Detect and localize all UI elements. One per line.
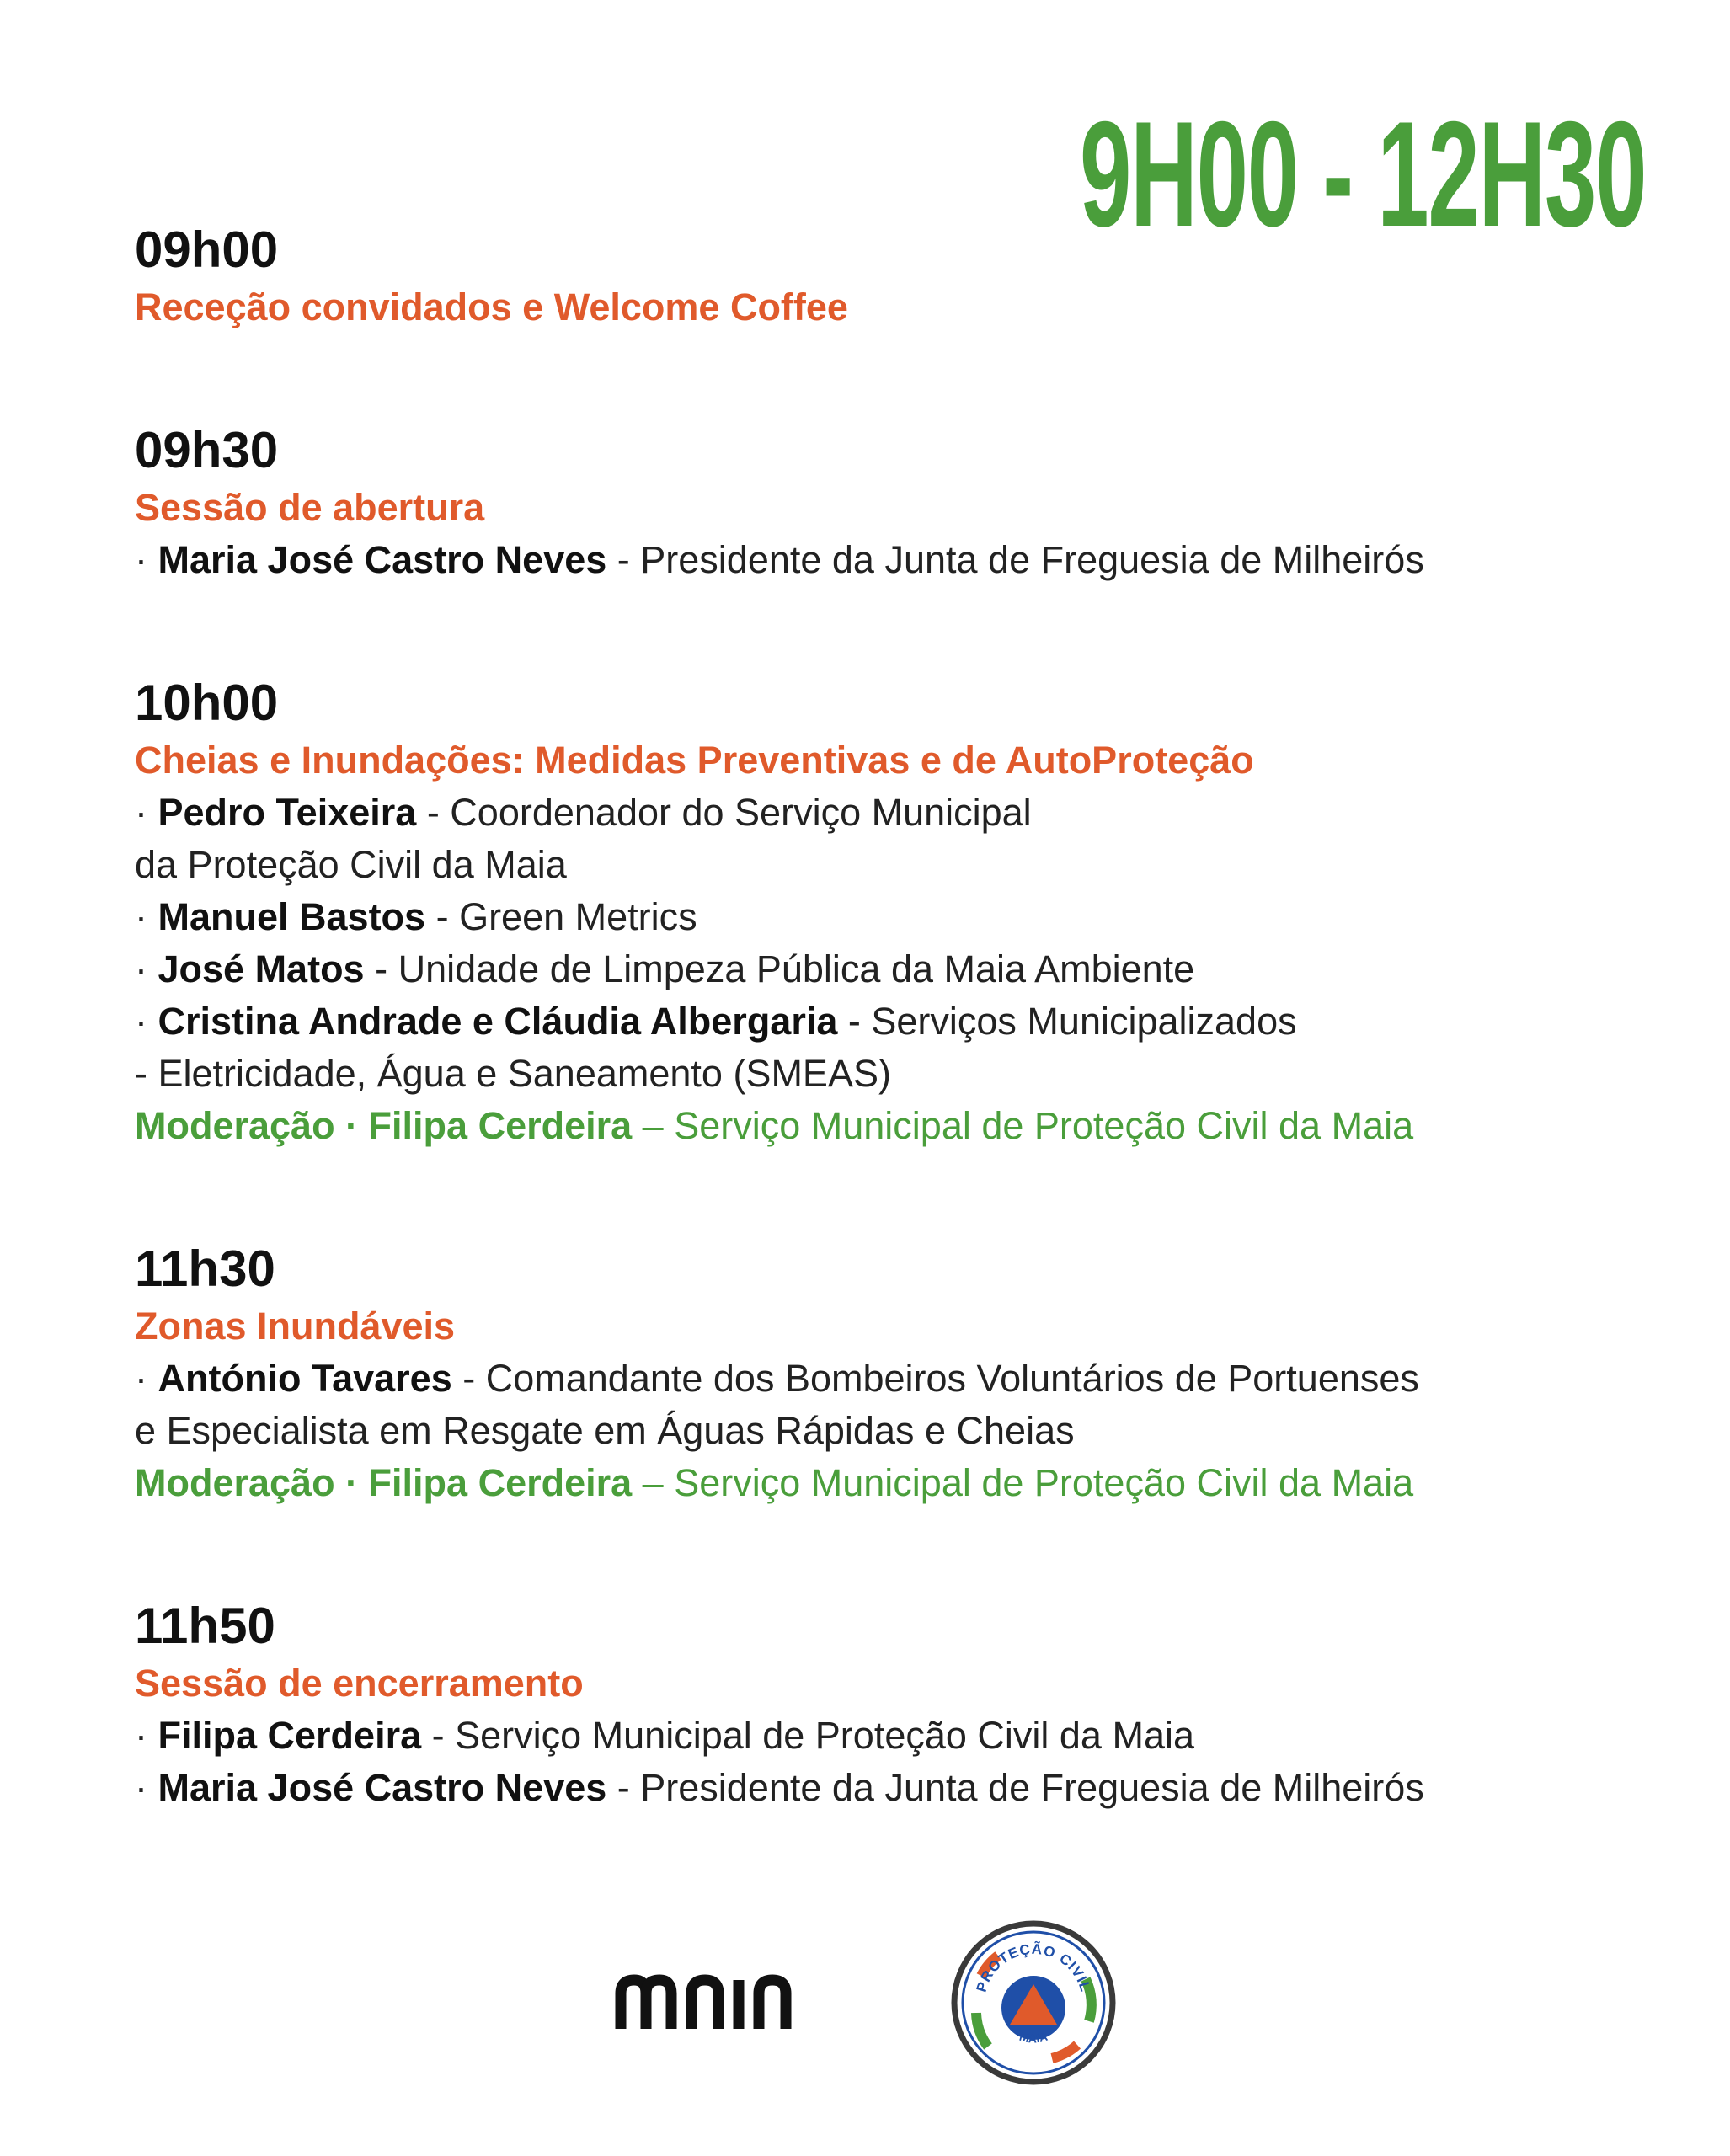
session-title: Zonas Inundáveis xyxy=(135,1305,456,1348)
emblem-ring-top-text: PROTEÇÃO CIVIL xyxy=(973,1940,1094,1994)
header-time-range: 9H00 - 12H30 xyxy=(1079,90,1646,258)
speaker-name: Filipa Cerdeira xyxy=(158,1714,422,1757)
speaker-name: Pedro Teixeira xyxy=(158,791,417,834)
bullet: · xyxy=(135,1000,158,1043)
session-time: 11h30 xyxy=(135,1241,275,1297)
speaker-line xyxy=(135,1048,1651,1100)
session-time: 09h30 xyxy=(135,422,279,478)
speaker-role: - Eletricidade, Água e Saneamento (SMEAS) xyxy=(135,1052,891,1095)
speaker-line xyxy=(135,534,1651,586)
speaker-name: Maria José Castro Neves xyxy=(158,1766,607,1809)
protecao-civil-emblem xyxy=(951,1920,1116,2085)
program-block xyxy=(135,1240,1651,1509)
program-list xyxy=(135,221,1651,1902)
speaker-line xyxy=(135,787,1651,839)
bullet: · xyxy=(135,1766,158,1809)
bullet: · xyxy=(135,538,158,581)
svg-text:MAIA xyxy=(1018,2030,1049,2046)
speaker-name: Manuel Bastos xyxy=(158,895,426,938)
session-time: 11h50 xyxy=(135,1598,275,1654)
moderator-role: – Serviço Municipal de Proteção Civil da Maia xyxy=(632,1461,1414,1504)
moderation-line xyxy=(135,1457,1651,1509)
session-time: 10h00 xyxy=(135,675,279,731)
footer-logos xyxy=(0,1920,1730,2085)
speaker-line xyxy=(135,839,1651,891)
bullet: · xyxy=(135,947,158,990)
program-block xyxy=(135,421,1651,586)
speaker-role: da Proteção Civil da Maia xyxy=(135,843,567,886)
session-title: Sessão de abertura xyxy=(135,486,485,529)
moderator-role: – Serviço Municipal de Proteção Civil da Maia xyxy=(632,1104,1414,1147)
speaker-name: Cristina Andrade e Cláudia Albergaria xyxy=(158,1000,838,1043)
speaker-role: - Presidente da Junta de Freguesia de Milheirós xyxy=(606,538,1424,581)
speaker-role: - Unidade de Limpeza Pública da Maia Ambiente xyxy=(364,947,1195,990)
speaker-line xyxy=(135,1762,1651,1814)
speaker-line xyxy=(135,891,1651,943)
session-title: Receção convidados e Welcome Coffee xyxy=(135,286,848,328)
bullet: · xyxy=(135,1357,158,1400)
program-block xyxy=(135,221,1651,334)
speaker-line xyxy=(135,943,1651,995)
bullet: · xyxy=(135,895,158,938)
moderator-name: Moderação · Filipa Cerdeira xyxy=(135,1461,633,1504)
bullet: · xyxy=(135,1714,158,1757)
speaker-role: e Especialista em Resgate em Águas Rápidas e Cheias xyxy=(135,1409,1075,1452)
program-block xyxy=(135,674,1651,1152)
speaker-line xyxy=(135,1353,1651,1405)
speaker-role: - Comandante dos Bombeiros Voluntários de Portuenses xyxy=(451,1357,1419,1400)
speaker-name: António Tavares xyxy=(158,1357,452,1400)
speaker-name: José Matos xyxy=(158,947,365,990)
speaker-role: - Presidente da Junta de Freguesia de Milheirós xyxy=(606,1766,1424,1809)
moderator-name: Moderação · Filipa Cerdeira xyxy=(135,1104,633,1147)
emblem-ring-bottom-text: MAIA xyxy=(1017,2029,1049,2046)
program-block xyxy=(135,1597,1651,1814)
speaker-role: - Serviços Municipalizados xyxy=(837,1000,1297,1043)
speaker-role: - Coordenador do Serviço Municipal xyxy=(416,791,1032,834)
session-title: Cheias e Inundações: Medidas Preventivas e de AutoProteção xyxy=(135,739,1254,782)
speaker-role: - Serviço Municipal de Proteção Civil da Maia xyxy=(421,1714,1194,1757)
moderation-line xyxy=(135,1100,1651,1152)
speaker-role: - Green Metrics xyxy=(425,895,697,938)
speaker-name: Maria José Castro Neves xyxy=(158,538,607,581)
speaker-line xyxy=(135,1710,1651,1762)
bullet: · xyxy=(135,791,158,834)
session-time: 09h00 xyxy=(135,221,279,278)
session-title: Sessão de encerramento xyxy=(135,1662,584,1705)
speaker-line xyxy=(135,995,1651,1048)
speaker-line xyxy=(135,1405,1651,1457)
maia-logo xyxy=(614,1973,825,2032)
maia-logo-text: MAIA xyxy=(614,1973,617,1974)
